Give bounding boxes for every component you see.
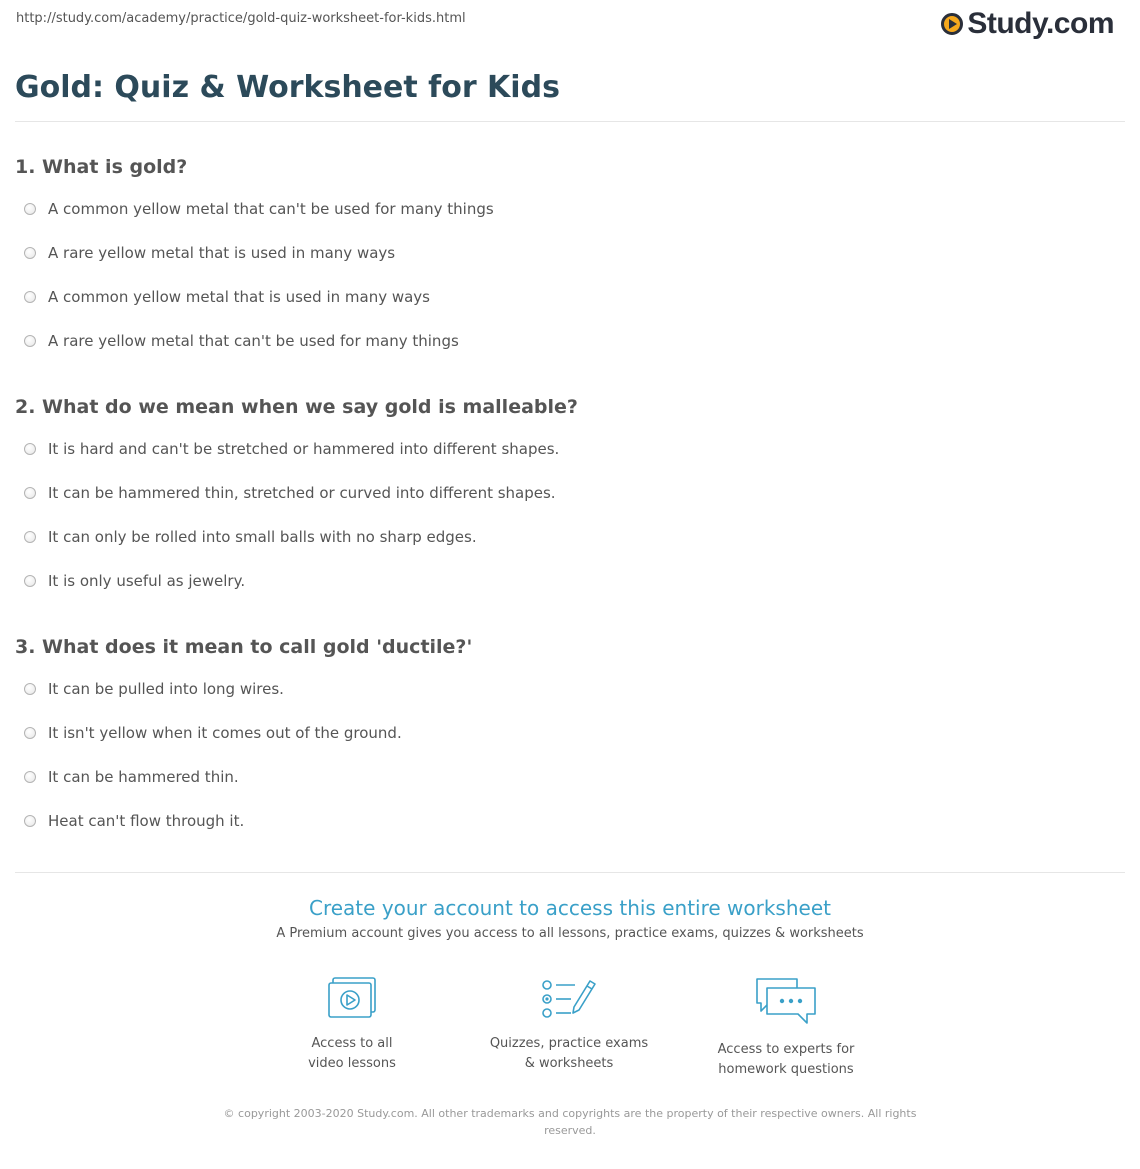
option-label: A common yellow metal that is used in many ways — [48, 288, 431, 306]
radio-button[interactable] — [24, 247, 36, 259]
question-1: 1. What is gold? — [15, 156, 188, 178]
option-label: It is hard and can't be stretched or hammered into different shapes. — [48, 440, 560, 458]
title-divider — [15, 121, 1125, 122]
radio-button[interactable] — [24, 487, 36, 499]
question-3-option-4[interactable] — [24, 812, 244, 830]
feature-label: Access to experts for homework questions — [717, 1042, 855, 1077]
logo-text: Study.com — [967, 7, 1114, 40]
option-label: It is only useful as jewelry. — [48, 572, 246, 590]
option-label: A rare yellow metal that is used in many ways — [48, 244, 396, 262]
radio-button[interactable] — [24, 443, 36, 455]
video-lessons-icon — [326, 976, 378, 1022]
copyright-notice: © copyright 2003-2020 Study.com. All other trademarks and copyrights are the property of their respective owners. All rights reserved. — [223, 1107, 917, 1137]
question-3-option-2[interactable] — [24, 724, 402, 742]
option-label: It can only be rolled into small balls with no sharp edges. — [48, 528, 477, 546]
play-logo-icon — [941, 13, 963, 35]
option-label: It isn't yellow when it comes out of the ground. — [48, 724, 402, 742]
radio-button[interactable] — [24, 531, 36, 543]
question-3-option-1[interactable] — [24, 680, 284, 698]
option-label: A common yellow metal that can't be used for many things — [48, 200, 494, 218]
option-label: Heat can't flow through it. — [48, 812, 245, 830]
radio-button[interactable] — [24, 815, 36, 827]
question-2-option-3[interactable] — [24, 528, 477, 546]
radio-button[interactable] — [24, 575, 36, 587]
radio-button[interactable] — [24, 771, 36, 783]
study-logo[interactable] — [941, 8, 1114, 40]
question-1-option-2[interactable] — [24, 244, 395, 262]
option-label: It can be hammered thin. — [48, 768, 239, 786]
option-label: It can be pulled into long wires. — [48, 680, 284, 698]
radio-button[interactable] — [24, 203, 36, 215]
question-1-option-3[interactable] — [24, 288, 430, 306]
question-2-option-4[interactable] — [24, 572, 245, 590]
option-label: It can be hammered thin, stretched or curved into different shapes. — [48, 484, 556, 502]
cta-subtitle: A Premium account gives you access to all lessons, practice exams, quizzes & worksheets — [276, 926, 864, 941]
page-title: Gold: Quiz & Worksheet for Kids — [15, 70, 560, 105]
question-2: 2. What do we mean when we say gold is malleable? — [15, 396, 578, 418]
quiz-checklist-icon — [541, 976, 597, 1022]
question-1-option-4[interactable] — [24, 332, 459, 350]
question-3-option-3[interactable] — [24, 768, 239, 786]
feature-video-lessons — [252, 976, 452, 1074]
feature-label: Quizzes, practice exams & worksheets — [489, 1036, 649, 1071]
create-account-link[interactable]: Create your account to access this entire worksheet — [309, 896, 831, 920]
cta-divider — [15, 872, 1125, 873]
question-1-option-1[interactable] — [24, 200, 494, 218]
radio-button[interactable] — [24, 683, 36, 695]
page-url: http://study.com/academy/practice/gold-quiz-worksheet-for-kids.html — [16, 11, 466, 26]
feature-quizzes — [469, 976, 669, 1074]
chat-bubbles-icon — [753, 976, 819, 1028]
option-label: A rare yellow metal that can't be used for many things — [48, 332, 459, 350]
question-3: 3. What does it mean to call gold 'ductile?' — [15, 636, 473, 658]
radio-button[interactable] — [24, 335, 36, 347]
question-2-option-1[interactable] — [24, 440, 559, 458]
feature-experts — [686, 976, 886, 1080]
question-2-option-2[interactable] — [24, 484, 556, 502]
feature-label: Access to all video lessons — [308, 1036, 396, 1071]
radio-button[interactable] — [24, 291, 36, 303]
radio-button[interactable] — [24, 727, 36, 739]
